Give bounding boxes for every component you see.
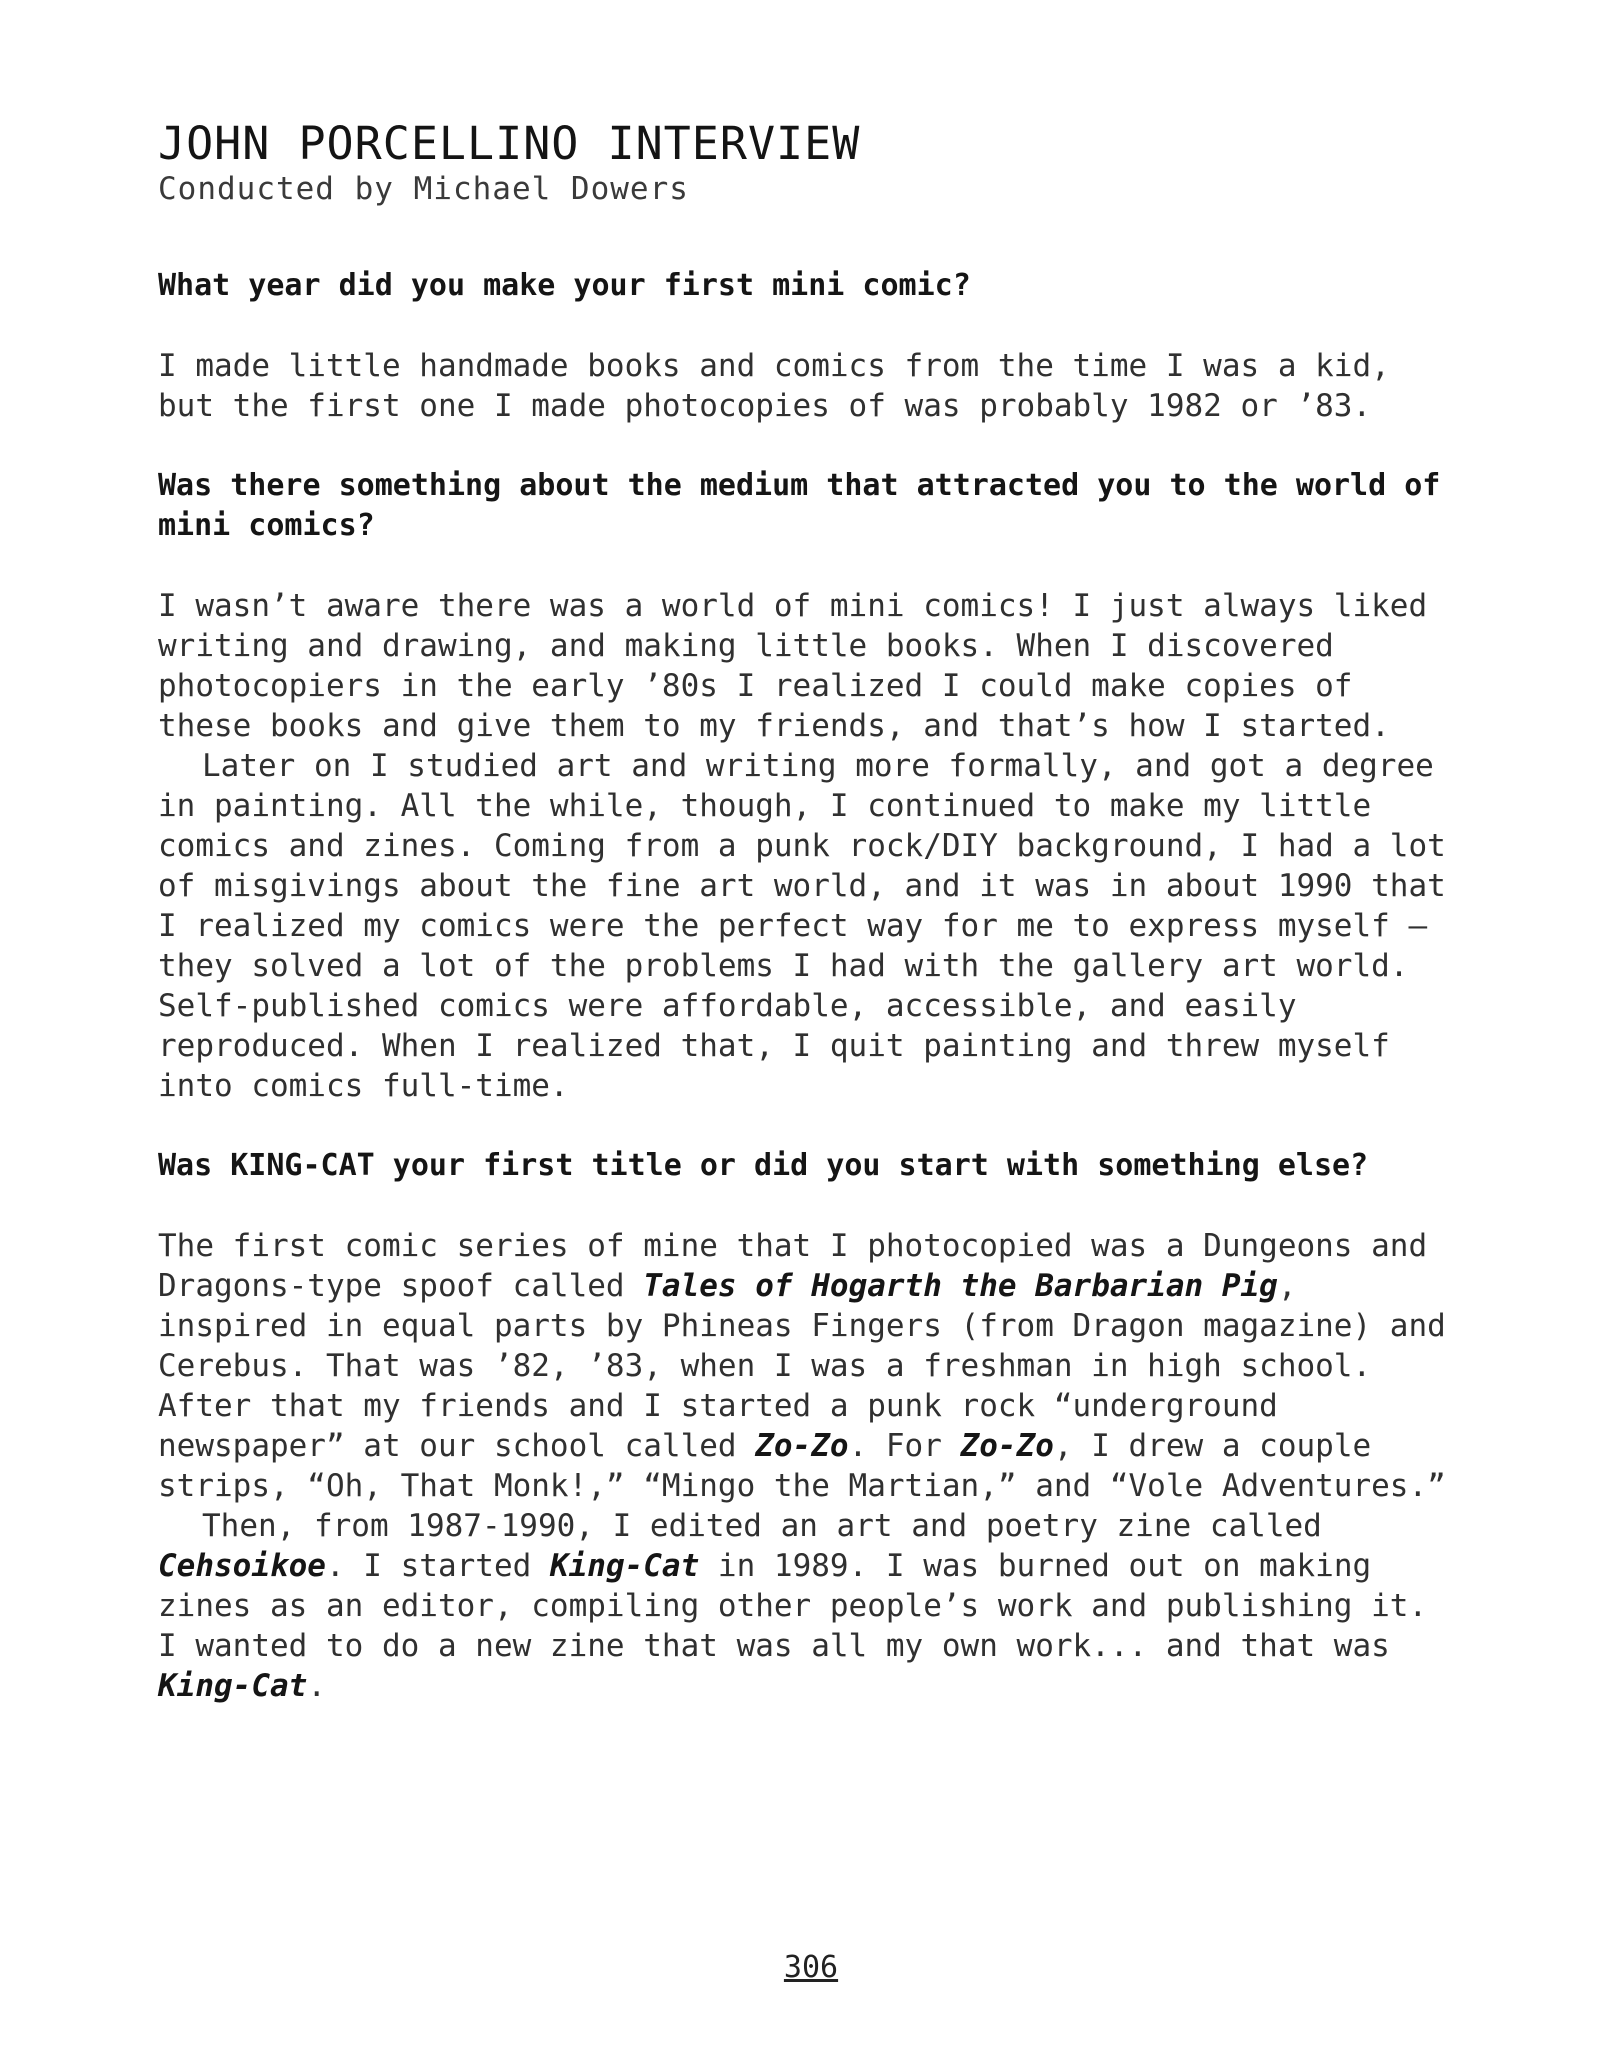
publication-title: King-Cat (549, 1548, 700, 1584)
text-run: . I started (325, 1548, 550, 1584)
text-run: . (307, 1668, 326, 1704)
answer-2 (158, 586, 1448, 1106)
spacer (158, 208, 1448, 266)
spacer (158, 426, 1448, 466)
answer-paragraph: I made little handmade books and comics from the time I was a kid, but the first one I made photocopies of was probably 1982 or ’83. (158, 348, 1390, 424)
text-run: in 1989. I was burned out on making zines as an editor, compiling other people’s work and publishing it. I wanted to do a new zine that was all my own work... and that was (158, 1548, 1428, 1664)
interview-page (158, 118, 1448, 1706)
text-run: . For (848, 1428, 961, 1464)
question-2: Was there something about the medium that attracted you to the world of mini comics? (158, 468, 1441, 543)
answer-paragraph (158, 1226, 1448, 1506)
publication-title: Zo-Zo (755, 1428, 849, 1464)
publication-title: Tales of Hogarth the Barbarian Pig (643, 1268, 1278, 1304)
answer-paragraph: Later on I studied art and writing more formally, and got a degree in painting. All the while, though, I continued to make my little comics and zines. Coming from a punk rock/DIY background, I had a lot of misgivings about the fine art world, and it was in about 1990 that I realized my comics were the perfect way for me to express myself — they solved a lot of the problems I had with the gallery art world. Self-published comics were affordable, accessible, and easily reproduced. When I realized that, I quit painting and threw myself into comics full-time. (158, 748, 1446, 1104)
publication-title: King-Cat (158, 1668, 308, 1704)
text-run: Then, from 1987-1990, I edited an art and poetry zine called (202, 1508, 1322, 1544)
publication-title: Cehsoikoe (158, 1548, 326, 1584)
answer-paragraph: I wasn’t aware there was a world of mini comics! I just always liked writing and drawing, and making little books. When I discovered photocopiers in the early ’80s I realized I could make copies of these books and give them to my friends, and that’s how I started. (158, 588, 1428, 744)
answer-paragraph (158, 1506, 1448, 1706)
question-1: What year did you make your first mini comic? (158, 268, 971, 303)
page-number-label: 306 (783, 1950, 839, 1985)
text-run: , I drew a couple strips, “Oh, That Monk!,” “Mingo the Martian,” and “Vole Adventures.” (158, 1428, 1446, 1504)
text-run: , inspired in equal parts by Phineas Fingers (from Dragon magazine) and Cerebus. That was ’82, ’83, when I was a freshman in high school. After that my friends and I started a punk rock “underground newspaper” at our school called (158, 1268, 1446, 1464)
byline: Conducted by Michael Dowers (158, 171, 689, 207)
spacer (158, 1106, 1448, 1146)
text-run: The first comic series of mine that I photocopied was a Dungeons and Dragons-type spoof called (158, 1228, 1428, 1304)
publication-title: Zo-Zo (960, 1428, 1054, 1464)
page-number (0, 1950, 1622, 1985)
spacer (158, 546, 1448, 586)
spacer (158, 306, 1448, 346)
answer-1 (158, 346, 1448, 426)
question-3: Was KING-CAT your first title or did you start with something else? (158, 1148, 1369, 1183)
page-title: JOHN PORCELLINO INTERVIEW (158, 117, 861, 170)
spacer (158, 1186, 1448, 1226)
answer-3 (158, 1226, 1448, 1706)
